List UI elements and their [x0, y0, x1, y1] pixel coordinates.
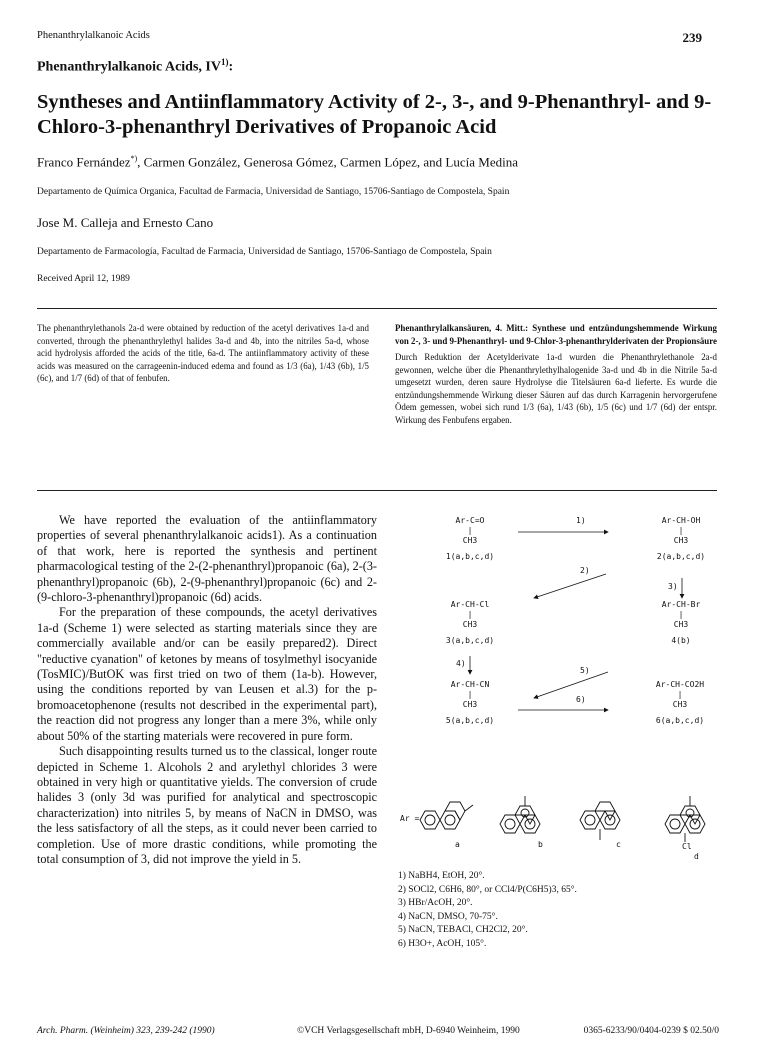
condition-item: 6) H3O+, AcOH, 105°.: [398, 938, 487, 949]
compound-1-formula: Ar-C=O: [455, 516, 485, 525]
authors-line-1: [37, 154, 518, 170]
phenanthrene-c: [580, 802, 620, 840]
page-number: 239: [682, 30, 702, 45]
body-paragraph: We have reported the evaluation of the antiinflammatory properties of several phenanthrylalkanoic acids1). As a continuation of that work, here is reported the synthesis and pertinent pharmacological testing of the 2-(2-phenanthryl)propanoic (6a), 2-(3-phenanthryl)propanoic (6b), 2-(9-phenanthryl)propanoic (6c) and 2-(9-chloro-3-phenanthryl)propanoic (6d) acids.: [37, 513, 377, 605]
compound-3-bond: |: [467, 610, 473, 619]
abstract-german-text: Durch Reduktion der Acetylderivate 1a-d wurden die Phenanthrylethanole 2a-d gewonnen, welche über die Phenanthrylethylhalogenide 3a-d und 4b in die Nitrile 5a-d umgesetzt wurden, deren saure Hydrolyse die Titelsäuren 6a-d lieferte. Es wurde die entzündungshemmende Wirkung dieser Säuren auf das durch Karragenin hervorgerufene Ödem gemessen, wobei sich rund 1/3 (6a), 1/43 (6b), 1/5 (6c) und 1/7 (6d) der entspr. Wirkung des Fenbufens ergaben.: [395, 352, 717, 425]
compound-2: [645, 516, 717, 562]
reaction-conditions: [398, 870, 718, 952]
compound-4-formula: Ar-CH-Br: [661, 600, 701, 609]
compound-4: [645, 600, 717, 646]
step-5-label: 5): [580, 666, 590, 675]
step-4-label: 4): [456, 659, 466, 668]
series-title-footnote: 1): [220, 57, 229, 67]
compound-3-formula: Ar-CH-Cl: [450, 600, 490, 609]
condition-item: 1) NaBH4, EtOH, 20°.: [398, 871, 485, 881]
step-6-label: 6): [576, 695, 586, 704]
compound-2-bond: |: [678, 526, 684, 535]
running-title: Phenanthrylalkanoic Acids: [37, 30, 150, 41]
abstract-german-title: Phenanthrylalkansäuren, 4. Mitt.: Synthese und entzündungshemmende Wirkung von 2-, 3- und 9-Phenanthryl- und 9-Chlor-3-phenanthrylderivaten der Propionsäure: [395, 323, 717, 346]
journal-citation: Arch. Pharm. (Weinheim) 323, 239-242 (1990): [37, 1026, 215, 1036]
affiliation-1: Departamento de Química Organica, Facultad de Farmacia, Universidad de Santiago, 15706-Santiago de Compostela, Spain: [37, 187, 510, 197]
condition-item: 2) SOCl2, C6H6, 80°, or CCl4/P(C6H5)3, 65°.: [398, 884, 577, 895]
phenanthrene-b: [500, 796, 540, 833]
series-title: [37, 57, 233, 76]
compound-3-methyl: CH3: [462, 620, 478, 629]
compound-2-methyl: CH3: [673, 536, 689, 545]
compound-3-label: 3(a,b,c,d): [445, 636, 495, 645]
chlorine-label: Cl: [682, 842, 692, 851]
compound-6-label: 6(a,b,c,d): [655, 716, 705, 725]
phenanthrene-a: [420, 802, 473, 829]
body-paragraph: For the preparation of these compounds, the acetyl derivatives 1a-d (Scheme 1) were selected as starting materials since they are commercially available and/or can be easily prepared2). Direct "reductive cyanation" of ketones by means of tosylmethyl isocyanide (TosMIC)/ButOK was first tried on two of them (1a-b). However, using the conditions reported by van Leusen et al.3) for the p-bromoacetophenone (results not described in the experimental part), the reaction did not progress any longer than a mere 3%, while only about 50% of the starting materials were recovered in pure form.: [37, 605, 377, 743]
phenanthrene-d: [665, 796, 705, 842]
corresponding-author: Franco Fernández: [37, 154, 131, 170]
compound-3: [440, 600, 500, 646]
paper-title: Syntheses and Antiinflammatory Activity of 2-, 3-, and 9-Phenanthryl- and 9-Chloro-3-phenanthryl Derivatives of Propanoic Acid: [37, 91, 712, 138]
structure-b-label: b: [538, 840, 543, 849]
compound-5-formula: Ar-CH-CN: [450, 680, 490, 689]
compound-5-label: 5(a,b,c,d): [445, 716, 495, 725]
authors-line-2: Jose M. Calleja and Ernesto Cano: [37, 215, 214, 230]
body-paragraph: Such disappointing results turned us to the classical, longer route depicted in Scheme 1. Alcohols 2 and arylethyl chlorides 3 were obtained in very high or quantitative yields. The conversion of crude halides 3 (only 3d was purified for analytical and spectroscopic characterization) into nitriles 5, by means of NaCN in DMSO, was the less satisfactory of all the steps, as it could never been carried to completion. Use of more drastic conditions, while promoting the total consumption of 3, did not improve the yield in 5.: [37, 744, 377, 866]
arrow-step-2: [534, 574, 606, 598]
structure-c-label: c: [616, 840, 621, 849]
compound-1: [440, 516, 500, 562]
abstract-english: The phenanthrylethanols 2a-d were obtained by reduction of the acetyl derivatives 1a-d and converted, through the phenanthrylethyl halides 3a-d and 4b, into the nitriles 5a-d, whose acid hydrolysis afforded the acids of the title, 6a-d. The antiinflammatory activity of these acids was measured on the carrageenin-induced edema and found as 1/3 (6a), 1/43 (6b), 1/5 (6c), and 1/7 (6d) of that of fenbufen.: [37, 323, 369, 383]
condition-item: 5) NaCN, TEBACl, CH2Cl2, 20°.: [398, 925, 528, 936]
publisher-copyright: ©VCH Verlagsgesellschaft mbH, D-6940 Weinheim, 1990: [297, 1026, 520, 1036]
compound-5-bond: |: [467, 690, 473, 699]
compound-1-label: 1(a,b,c,d): [445, 552, 495, 561]
compound-2-label: 2(a,b,c,d): [656, 552, 706, 561]
phenanthrene-drawings: [400, 790, 718, 860]
bottom-divider: [37, 490, 717, 491]
compound-4-bond: |: [678, 610, 684, 619]
compound-2-formula: Ar-CH-OH: [661, 516, 701, 525]
compound-5: [440, 680, 500, 726]
compound-1-methyl: CH3: [462, 536, 478, 545]
compound-4-methyl: CH3: [673, 620, 689, 629]
compound-5-methyl: CH3: [462, 700, 478, 709]
compound-6-bond: |: [677, 690, 683, 699]
series-title-colon: :: [228, 59, 234, 75]
condition-item: 3) HBr/AcOH, 20°.: [398, 898, 473, 909]
step-1-label: 1): [576, 516, 586, 525]
body-text: [37, 513, 377, 867]
compound-6: [640, 680, 720, 726]
received-date: Received April 12, 1989: [37, 274, 130, 284]
reaction-scheme: [400, 508, 718, 788]
arrow-step-5: [534, 672, 608, 698]
top-divider: [37, 308, 717, 309]
step-3-label: 3): [668, 582, 678, 591]
affiliation-2: Departamento de Farmacología, Facultad de Farmacia, Universidad de Santiago, 15706-Santiago de Compostela, Spain: [37, 247, 492, 257]
structure-a-label: a: [455, 840, 460, 849]
ar-equals-label: Ar =: [400, 814, 420, 823]
step-2-label: 2): [580, 566, 590, 575]
co-authors: , Carmen González, Generosa Gómez, Carmen López, and Lucía Medina: [137, 154, 518, 170]
compound-6-formula: Ar-CH-CO2H: [655, 680, 705, 689]
structure-d-label: d: [694, 852, 699, 861]
compound-4-label: 4(b): [671, 636, 691, 645]
article-code: 0365-6233/90/0404-0239 $ 02.50/0: [583, 1026, 719, 1036]
condition-item: 4) NaCN, DMSO, 70-75°.: [398, 911, 498, 922]
series-title-text: Phenanthrylalkanoic Acids, IV: [37, 59, 221, 75]
aryl-structures: [400, 790, 718, 860]
abstract-german: [395, 322, 717, 426]
author-footnote-mark: *): [130, 154, 138, 163]
compound-1-bond: |: [467, 526, 473, 535]
compound-6-methyl: CH3: [672, 700, 688, 709]
